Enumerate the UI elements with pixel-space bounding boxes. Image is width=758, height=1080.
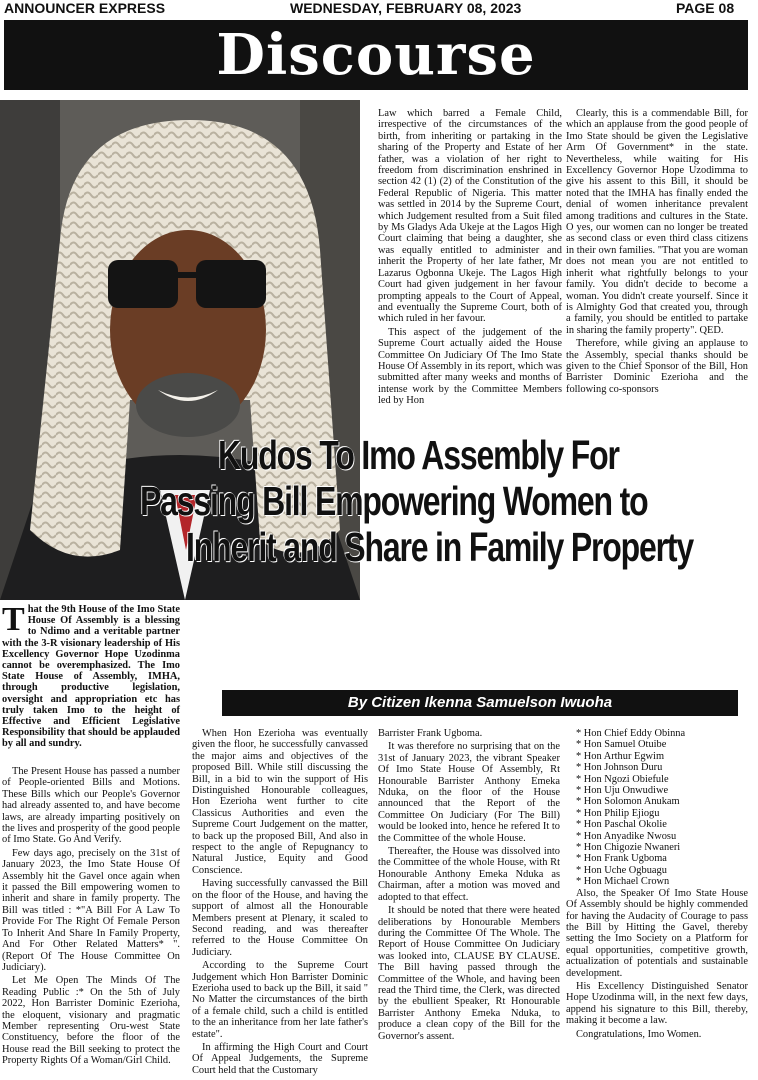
article-column-1 xyxy=(2,766,180,1069)
paragraph: Clearly, this is a commendable Bill, for which an applause from the good people of Imo State should be given the Legislative Arm Of Government* in the state. Nevertheless, while waiting for His Excellency Governor Hope Uzodimma to give his assent to this Bill, it should be noted that the IMHA has finally ended the denial of women inheritance prevalent among traditions and cultures in the State. O yes, our women can no longer be treated as second class or even third class citizens in their own families. "That you are woman does not mean you are not entitled to inherit what rightfully belongs to your family. You didn't decide to become a woman. You didn't create yourself. Since it is Almighty God that created you, through a family, you should be entitled to partake in sharing the family property". QED. xyxy=(566,108,748,336)
headline-line-3: Inherit and Share in Family Property xyxy=(186,524,694,570)
headline-line-1: Kudos To Imo Assembly For xyxy=(218,432,619,478)
list-item: * Hon Johnson Duru xyxy=(576,762,663,774)
paragraph: It was therefore no surprising that on the 31st of January 2023, the vibrant Speaker Of Imo State House Of Assembly, Rt Honourable Barrister Anthony Emeka Nduka, on the floor of the House announced that the Report of the Committee On Judiciary (For The Bill) would be looked into, hence he refered It to the Committee of the whole House. xyxy=(378,741,560,844)
list-item: * Hon Chigozie Nwaneri xyxy=(576,842,681,854)
list-item: * Hon Anyadike Nwosu xyxy=(576,830,677,842)
paragraph: When Hon Ezerioha was eventually given the floor, he successfully canvassed the major aims and objectives of the proposed Bill. While still discussing the Bill, in a bid to win the support of His Distinguished Honourable colleagues, Hon Ezerioha went further to cite Classicus Authorities and even the Supreme Court Judgement on the matter, to back up the proposed Bill, And also in respect to the angle of Repugnancy to Natural Justice, Equity and Good Conscience. xyxy=(192,728,368,876)
list-item: * Hon Philip Ejiogu xyxy=(576,807,660,819)
lead-text: hat the 9th House of the Imo State House Of Assembly is a blessing to Ndimo and a veritable partner with the 3-R visionary leadership of His Excellency Governor Hope Uzodinma cannot be overemphasized. The Imo State House of Assembly, IMHA, through productive legislation, oversight and appropriation etc has truly taken Imo to the height of Effective and Efficient Legislative Responsibility that should be applauded by all and sundry. xyxy=(2,604,180,750)
paragraph: Also, the Speaker Of Imo State House Of Assembly should be highly commended for having the Audacity of Courage to pass the Bill by Hitting the Gavel, thereby setting the Imo Society on a Platform for equal opportunities, competitive growth, actualization of potentials and sustainable development. xyxy=(566,887,748,979)
paragraph: Therefore, while giving an applause to the Assembly, special thanks should be given to the Chief Sponsor of the Bill, Hon Barrister Dominic Ezerioha and the following co-sponsors xyxy=(566,338,748,395)
drop-cap: T xyxy=(2,601,25,638)
paragraph: This aspect of the judgement of the Supreme Court actually aided the House Committee On Judiciary Of The Imo State House Of Assembly in its report, which was submitted after many weeks and months of intense work by the Committee Members led by Hon xyxy=(378,326,562,407)
list-item: * Hon Frank Ugboma xyxy=(576,853,667,865)
paragraph: The Present House has passed a number of People-oriented Bills and Motions. These Bills which our People's Governor had already assented to, and have become laws, are already imparting positively on the lives and prosperity of the good people of Imo State. Go And Verify. xyxy=(2,766,180,846)
list-item: * Hon Paschal Okolie xyxy=(576,819,667,831)
article-column-3-top xyxy=(378,108,562,409)
paragraph: Congratulations, Imo Women. xyxy=(576,1028,702,1040)
paragraph: His Excellency Distinguished Senator Hope Uzodinma will, in the next few days, append his signature to this Bill, thereby, making it become a law. xyxy=(566,980,748,1027)
issue-date: WEDNESDAY, FEBRUARY 08, 2023 xyxy=(290,0,522,16)
lead-paragraph xyxy=(2,601,180,750)
cosponsor-list xyxy=(566,728,748,888)
article-column-2 xyxy=(192,728,368,1078)
article-column-4-top xyxy=(566,108,748,397)
article-headline xyxy=(130,432,758,570)
article-column-3-bottom xyxy=(378,728,560,1044)
paragraph: Barrister Frank Ugboma. xyxy=(378,728,483,739)
list-item: * Hon Chief Eddy Obinna xyxy=(576,728,686,739)
list-item: * Hon Uche Ogbuagu xyxy=(576,864,667,876)
list-item: * Hon Michael Crown xyxy=(576,876,670,888)
byline: By Citizen Ikenna Samuelson Iwuoha xyxy=(222,690,738,716)
paragraph: It should be noted that there were heated deliberations by Honourable Members during the Committee Of The Whole. The Report of House Committee On Judiciary was looked into, CLAUSE BY CLAUSE. The Bill having passed through the Committee of the Whole, and having been read the Third time, the Clerk, was directed by the ebullient Speaker, Rt Honourable Barrister Anthony Emeka Nduka, to produce a clean copy of the Bill for the Governor's assent. xyxy=(378,905,560,1042)
paragraph: Thereafter, the House was dissolved into the Committee of the whole House, with Rt Honourable Anthony Emeka Nduka as Chairman, after a motion was moved and adopted to that effect. xyxy=(378,846,560,903)
list-item: * Hon Ngozi Obiefule xyxy=(576,773,669,785)
list-item: * Hon Samuel Otuibe xyxy=(576,739,667,751)
list-item: * Hon Solomon Anukam xyxy=(576,796,680,808)
list-item: * Hon Uju Onwudiwe xyxy=(576,785,669,797)
article-column-4-bottom xyxy=(566,728,748,1042)
newspaper-name: ANNOUNCER EXPRESS xyxy=(4,0,166,16)
paragraph: Few days ago, precisely on the 31st of January 2023, the Imo State House Of Assembly hit the Gavel once again when it passed the Bill empowering women to inherit and share in family property. The Bill was titled : *"A Bill For A Law To Provide For The Right Of Female Person To Inherit And Share In Family Property, And For Other Related Matters* ". (Report Of The House Committee On Judiciary). xyxy=(2,847,180,973)
headline-line-2: Passing Bill Empowering Women to xyxy=(140,478,648,524)
section-banner: Discourse xyxy=(4,20,748,90)
paragraph: Having successfully canvassed the Bill on the floor of the House, and having the support of almost all the Honourable Members present at Plenary, it scaled to Second reading, and was thereafter referred to the House Committee On Judiciary. xyxy=(192,878,368,958)
list-item: * Hon Arthur Egwim xyxy=(576,750,665,762)
paragraph: Let Me Open The Minds Of The Reading Public :* On the 5th of July 2022, Hon Barrister Dominic Ezerioha, the eloquent, visionary and pragmatic Member representing Oru-west State Constituency, before the floor of the House read the Bill seeking to protect the Property Rights Of a Woman/Girl Child. xyxy=(2,975,180,1067)
page-number: PAGE 08 xyxy=(676,0,735,16)
paragraph: According to the Supreme Court Judgement which Hon Barrister Dominic Ezerioha used to back up the Bill, it said " No Matter the circumstances of the birth of a female child, such a child is entitled to the an inheritance from her late father's estate". xyxy=(192,960,368,1040)
paragraph: Law which barred a Female Child, irrespective of the circumstances of the birth, from inheriting or partaking in the sharing of the Property and Estate of her father, was a violation of her right to freedom from discrimination enshrined in section 42 (1) (2) of the Constitution of the Federal Republic of Nigeria. This matter was settled in 2014 by the Supreme Court, which Judgement resulted from a Suit filed by Ms Gladys Ada Ukeje at the Lagos High Court claiming that being a daughter, she was equally entitled to administer and inherit the Property of her late father, Mr Lazarus Ogbonna Ukeje. The Lagos High Court had given judgement in her favour prompting appeals to the Court of Appeal, and eventually the Supreme Court, both of which ruled in her favour. xyxy=(378,108,562,325)
masthead-bar xyxy=(0,0,758,18)
paragraph: In affirming the High Court and Court Of Appeal Judgements, the Supreme Court held that the Customary xyxy=(192,1041,368,1076)
